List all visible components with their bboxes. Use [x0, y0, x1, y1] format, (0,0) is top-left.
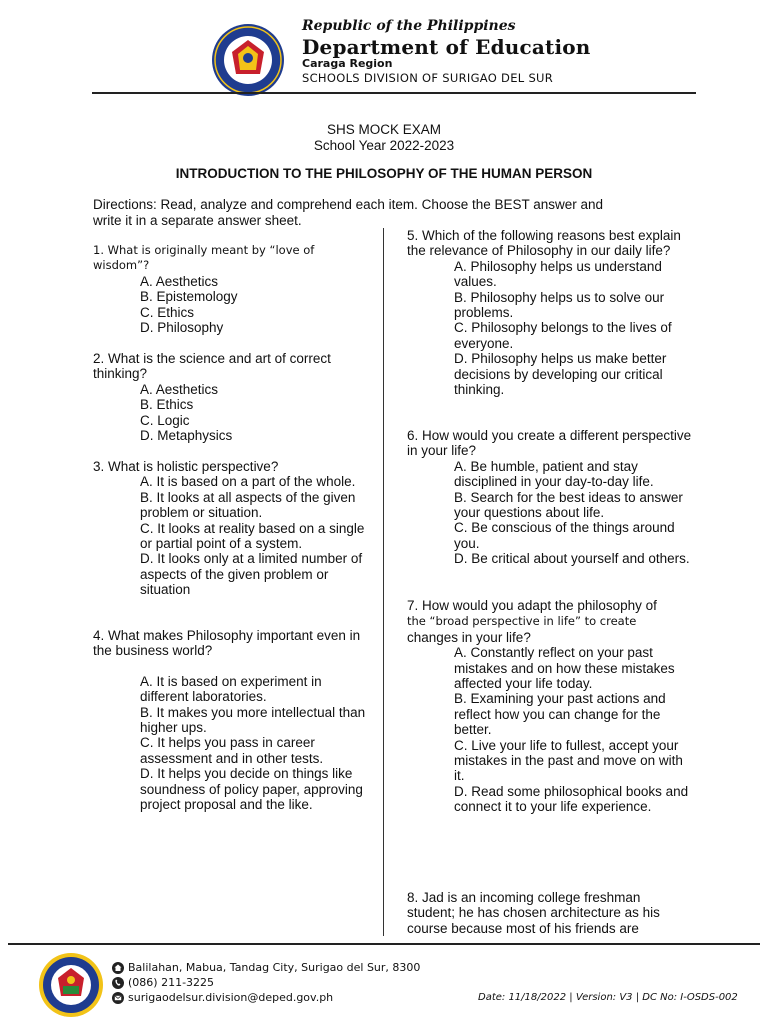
- directions: Directions: Read, analyze and comprehend each item. Choose the BEST answer and write it in a separate answer sheet.: [93, 197, 604, 228]
- header-divider: [92, 92, 696, 94]
- question-stem: [407, 598, 692, 645]
- question-stem-line: 7. How would you adapt the philosophy of: [407, 598, 657, 613]
- option: C. Live your life to fullest, accept your mistakes in the past and move on with it.: [454, 737, 683, 784]
- phone-text: (086) 211-3225: [128, 976, 215, 989]
- question-stem: 3. What is holistic perspective?: [93, 459, 279, 474]
- question-3: [93, 459, 368, 598]
- division-label: SCHOOLS DIVISION OF SURIGAO DEL SUR: [302, 71, 554, 85]
- question-stem: 1. What is originally meant by “love of wisdom”?: [93, 243, 315, 273]
- question-stem: 2. What is the science and art of correct thinking?: [93, 351, 331, 382]
- option: D. It helps you decide on things like soundness of policy paper, approving project proposal and the like.: [140, 766, 363, 813]
- republic-heading: Republic of the Philippines: [302, 18, 516, 34]
- option: D. Philosophy: [140, 320, 224, 336]
- option: C. Philosophy belongs to the lives of everyone.: [454, 320, 672, 351]
- option: A. It is based on a part of the whole.: [140, 474, 356, 490]
- email-icon: [112, 992, 124, 1004]
- department-heading: Department of Education: [302, 35, 591, 59]
- question-stem: 4. What makes Philosophy important even in the business world?: [93, 628, 361, 659]
- option: A. It is based on experiment in different laboratories.: [140, 673, 322, 705]
- option: C. Logic: [140, 412, 190, 428]
- option: A. Be humble, patient and stay disciplined in your day-to-day life.: [454, 458, 654, 490]
- question-8: [407, 890, 692, 936]
- option: C. It looks at reality based on a single or partial point of a system.: [140, 520, 365, 552]
- footer-email: [112, 991, 333, 1004]
- address-text: Balilahan, Mabua, Tandag City, Surigao del Sur, 8300: [128, 961, 421, 974]
- email-text: surigaodelsur.division@deped.gov.ph: [128, 991, 334, 1004]
- phone-icon: [112, 977, 124, 989]
- question-2: [93, 351, 368, 443]
- option: B. Philosophy helps us to solve our problems.: [454, 289, 665, 321]
- subject-title: INTRODUCTION TO THE PHILOSOPHY OF THE HUMAN PERSON: [175, 166, 593, 181]
- option: B. Epistemology: [140, 289, 238, 305]
- option: B. It makes you more intellectual than higher ups.: [140, 704, 366, 736]
- option: A. Constantly reflect on your past mistakes and on how these mistakes affected your life today.: [454, 645, 675, 692]
- question-stem: 6. How would you create a different perspective in your life?: [407, 428, 692, 459]
- question-4: [93, 628, 368, 812]
- option: D. Metaphysics: [140, 428, 233, 444]
- question-1: [93, 243, 368, 335]
- option: B. It looks at all aspects of the given problem or situation.: [140, 489, 356, 521]
- school-year: School Year 2022-2023: [313, 138, 455, 153]
- option: D. Be critical about yourself and others.: [454, 551, 690, 567]
- home-icon: [112, 962, 124, 974]
- option: A. Aesthetics: [140, 381, 219, 397]
- question-7: [407, 598, 692, 815]
- option: C. It helps you pass in career assessment and in other tests.: [140, 735, 324, 766]
- option: A. Philosophy helps us understand values.: [454, 258, 662, 290]
- question-stem-line: the “broad perspective in life” to create: [407, 614, 637, 629]
- question-stem: 8. Jad is an incoming college freshman student; he has chosen architecture as his course because most of his friends are: [407, 890, 660, 936]
- footer-address: [112, 961, 420, 974]
- option: B. Ethics: [140, 397, 194, 413]
- column-divider: [383, 228, 384, 936]
- footer-phone: [112, 976, 214, 989]
- question-stem: 5. Which of the following reasons best explain the relevance of Philosophy in our daily life?: [407, 228, 681, 259]
- option: C. Be conscious of the things around you.: [454, 520, 675, 551]
- option: C. Ethics: [140, 304, 195, 320]
- question-5: [407, 228, 692, 397]
- option: A. Aesthetics: [140, 273, 219, 289]
- division-seal-icon: [38, 952, 104, 1018]
- deped-seal-icon: [210, 22, 286, 98]
- option: D. Read some philosophical books and connect it to your life experience.: [454, 783, 689, 815]
- region-label: Caraga Region: [302, 57, 393, 70]
- question-6: [407, 428, 692, 567]
- option: D. It looks only at a limited number of aspects of the given problem or situation: [140, 551, 363, 598]
- option: B. Search for the best ideas to answer your questions about life.: [454, 489, 683, 521]
- question-stem-line: changes in your life?: [407, 629, 531, 645]
- footer-divider: [8, 943, 760, 945]
- document-info: Date: 11/18/2022 | Version: V3 | DC No: I-OSDS-002: [478, 992, 738, 1003]
- exam-title: SHS MOCK EXAM: [326, 122, 442, 137]
- option: B. Examining your past actions and reflect how you can change for the better.: [454, 691, 666, 738]
- option: D. Philosophy helps us make better decisions by developing our critical thinking.: [454, 351, 667, 398]
